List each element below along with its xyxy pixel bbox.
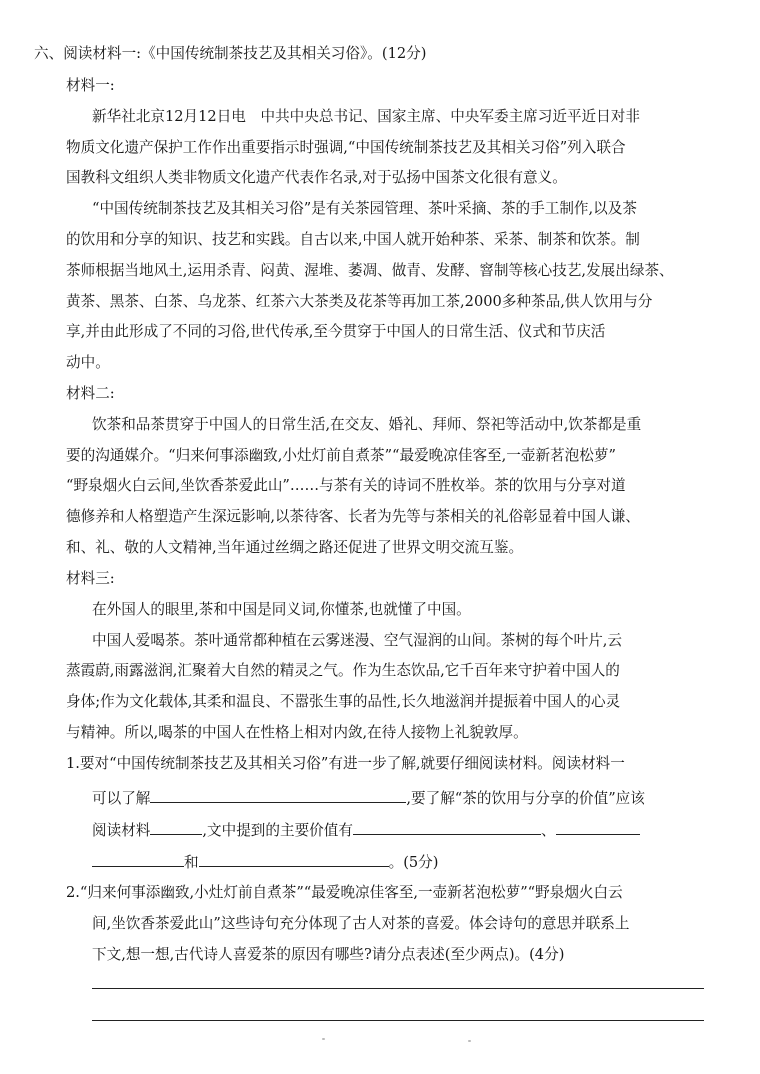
- question1-text: 。(5分): [388, 854, 439, 871]
- answer-blank-4[interactable]: [556, 818, 640, 835]
- question1-text: 阅读材料: [92, 822, 151, 839]
- question1-line2: [92, 786, 645, 809]
- question2-text: 下文,想一想,古代诗人喜爱茶的原因有哪些?请分点表述(至少两点)。(4分): [92, 946, 565, 963]
- material2-line: 饮茶和品茶贯穿于中国人的日常生活,在交友、婚礼、拜师、祭祀等活动中,饮茶都是重: [92, 416, 642, 433]
- material2-line: 德修养和人格塑造产生深远影响,以茶待客、长者为先等与茶相关的礼俗彰显着中国人谦、: [66, 508, 640, 525]
- material3-line: 中国人爱喝茶。茶叶通常都种植在云雾迷漫、空气湿润的山间。茶树的每个叶片,云: [92, 632, 623, 649]
- material2-line: 要的沟通媒介。“归来何事添幽致,小灶灯前自煮茶”“最爱晚凉佳客至,一壶新茗泡松萝”: [66, 447, 616, 464]
- material3-line: 身体;作为文化载体,其柔和温良、不嚣张生事的品性,长久地滋润并提振着中国人的心灵: [66, 693, 621, 710]
- question1-text: ,文中提到的主要价值有: [202, 822, 353, 839]
- scan-speck: [322, 1038, 325, 1040]
- material1-line: 黄茶、黑茶、白茶、乌龙茶、红茶六大茶类及花茶等再加工茶,2000多种茶品,供人饮用与分: [66, 293, 653, 310]
- answer-blank-5[interactable]: [92, 850, 184, 867]
- answer-line[interactable]: [92, 988, 704, 989]
- question1-line3: [92, 818, 640, 841]
- material2-line: “野泉烟火白云间,坐饮香茶爱此山”……与茶有关的诗词不胜枚举。茶的饮用与分享对道: [66, 477, 626, 494]
- scan-speck: [468, 1040, 471, 1042]
- question2-text: 2.“归来何事添幽致,小灶灯前自煮茶”“最爱晚凉佳客至,一壶新茗泡松萝”“野泉烟火白云: [66, 884, 623, 901]
- material1-line: 物质文化遗产保护工作作出重要指示时强调,“中国传统制茶技艺及其相关习俗”列入联合: [66, 139, 626, 156]
- answer-blank-1[interactable]: [150, 786, 406, 803]
- material3-line: 与精神。所以,喝茶的中国人在性格上相对内敛,在待人接物上礼貌敦厚。: [66, 724, 528, 741]
- material1-line: 享,并由此形成了不同的习俗,世代传承,至今贯穿于中国人的日常生活、仪式和节庆活: [66, 323, 606, 340]
- material2-line: 和、礼、敬的人文精神,当年通过丝绸之路还促进了世界文明交流互鉴。: [66, 539, 524, 556]
- material1-line: 的饮用和分享的知识、技艺和实践。自古以来,中国人就开始种茶、采茶、制茶和饮茶。制: [66, 231, 640, 248]
- material3-line: 蒸霞蔚,雨露滋润,汇聚着大自然的精灵之气。作为生态饮品,它千百年来守护着中国人的: [66, 662, 620, 679]
- question1-line4: [92, 850, 438, 873]
- section-heading: 六、阅读材料一:《中国传统制茶技艺及其相关习俗》。(12分): [34, 45, 427, 62]
- material1-line: 茶师根据当地风土,运用杀青、闷黄、渥堆、萎凋、做青、发酵、窨制等核心技艺,发展出绿茶、: [66, 262, 674, 279]
- material1-label: 材料一:: [66, 77, 115, 94]
- question1-text: 可以了解: [92, 790, 151, 807]
- question1-text: 、: [540, 822, 556, 839]
- answer-blank-2[interactable]: [150, 818, 202, 835]
- material1-line: 动中。: [66, 354, 110, 371]
- answer-blank-6[interactable]: [199, 850, 389, 867]
- answer-blank-3[interactable]: [353, 818, 541, 835]
- material2-label: 材料二:: [66, 385, 115, 402]
- material1-line: “中国传统制茶技艺及其相关习俗”是有关茶园管理、茶叶采摘、茶的手工制作,以及茶: [92, 200, 637, 217]
- question2-text: 间,坐饮香茶爱此山”这些诗句充分体现了古人对茶的喜爱。体会诗句的意思并联系上: [92, 915, 630, 932]
- material3-label: 材料三:: [66, 570, 115, 587]
- question1-text: 1.要对“中国传统制茶技艺及其相关习俗”有进一步了解,就要仔细阅读材料。阅读材料一: [66, 755, 625, 772]
- material1-line: 国教科文组织人类非物质文化遗产代表作名录,对于弘扬中国茶文化很有意义。: [66, 169, 567, 186]
- question1-text: ,要了解“茶的饮用与分享的价值”应该: [406, 790, 645, 807]
- material1-line: 新华社北京12月12日电 中共中央总书记、国家主席、中央军委主席习近平近日对非: [92, 108, 640, 125]
- question1-text: 和: [184, 854, 199, 871]
- answer-line[interactable]: [92, 1020, 704, 1021]
- material3-line: 在外国人的眼里,茶和中国是同义词,你懂茶,也就懂了中国。: [92, 601, 471, 618]
